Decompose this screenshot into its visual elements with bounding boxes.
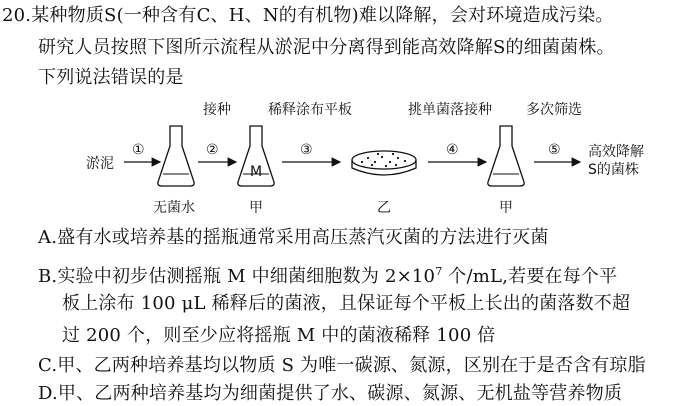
option-b-line-1	[38, 260, 617, 289]
step-1-number: ①	[132, 142, 145, 158]
flask-jia-label-2: 甲	[499, 200, 513, 216]
option-b-line-2: 板上涂布 100 μL 稀释后的菌液，且保证每个平板上长出的菌落数不超	[62, 293, 631, 314]
result-label-line-2: S的菌株	[588, 162, 639, 178]
step-3-number: ③	[300, 142, 313, 158]
step-2-number: ②	[206, 142, 219, 158]
question-line-3: 下列说法错误的是	[38, 67, 184, 88]
step-4-number: ④	[446, 142, 459, 158]
option-b-text-1a: B.实验中初步估测摇瓶 M 中细菌细胞数为 2×10	[38, 266, 436, 287]
option-d: D.甲、乙两种培养基均为细菌提供了水、碳源、氮源、无机盐等营养物质	[38, 383, 623, 404]
option-b-line-3: 过 200 个，则至少应将摇瓶 M 中的菌液稀释 100 倍	[62, 325, 496, 346]
experiment-flow-diagram	[0, 96, 700, 226]
option-b-text-1b: 个/mL,若要在每个平	[442, 266, 618, 287]
flask-jia-2	[488, 126, 524, 186]
step-5-number: ⑤	[548, 142, 561, 158]
result-label-line-1: 高效降解	[588, 144, 644, 160]
question-number: 20.	[2, 5, 32, 26]
question-line-2: 研究人员按照下图所示流程从淤泥中分离得到能高效降解S的细菌菌株。	[38, 37, 615, 58]
inoculate-label: 接种	[203, 102, 231, 118]
multi-screening-label: 多次筛选	[526, 102, 582, 118]
flask-M-mark: M	[250, 164, 263, 180]
option-c: C.甲、乙两种培养基均以物质 S 为唯一碳源、氮源，区别在于是否含有琼脂	[38, 355, 646, 376]
petri-dish	[352, 151, 416, 175]
sterile-water-flask	[158, 126, 194, 186]
pick-colony-label: 挑单菌落接种	[408, 102, 492, 118]
question-line-1	[2, 4, 614, 28]
option-b-exponent: 7	[435, 265, 443, 278]
flask-jia-label-1: 甲	[249, 200, 263, 216]
plate-yi-label: 乙	[377, 200, 391, 216]
option-a: A.盛有水或培养基的摇瓶通常采用高压蒸汽灭菌的方法进行灭菌	[38, 227, 549, 248]
dilution-plating-label: 稀释涂布平板	[268, 102, 352, 118]
sludge-label: 淤泥	[86, 156, 114, 172]
sterile-water-label: 无菌水	[153, 200, 195, 216]
question-text-1: 某种物质S(一种含有C、H、N的有机物)难以降解，会对环境造成污染。	[31, 5, 614, 26]
